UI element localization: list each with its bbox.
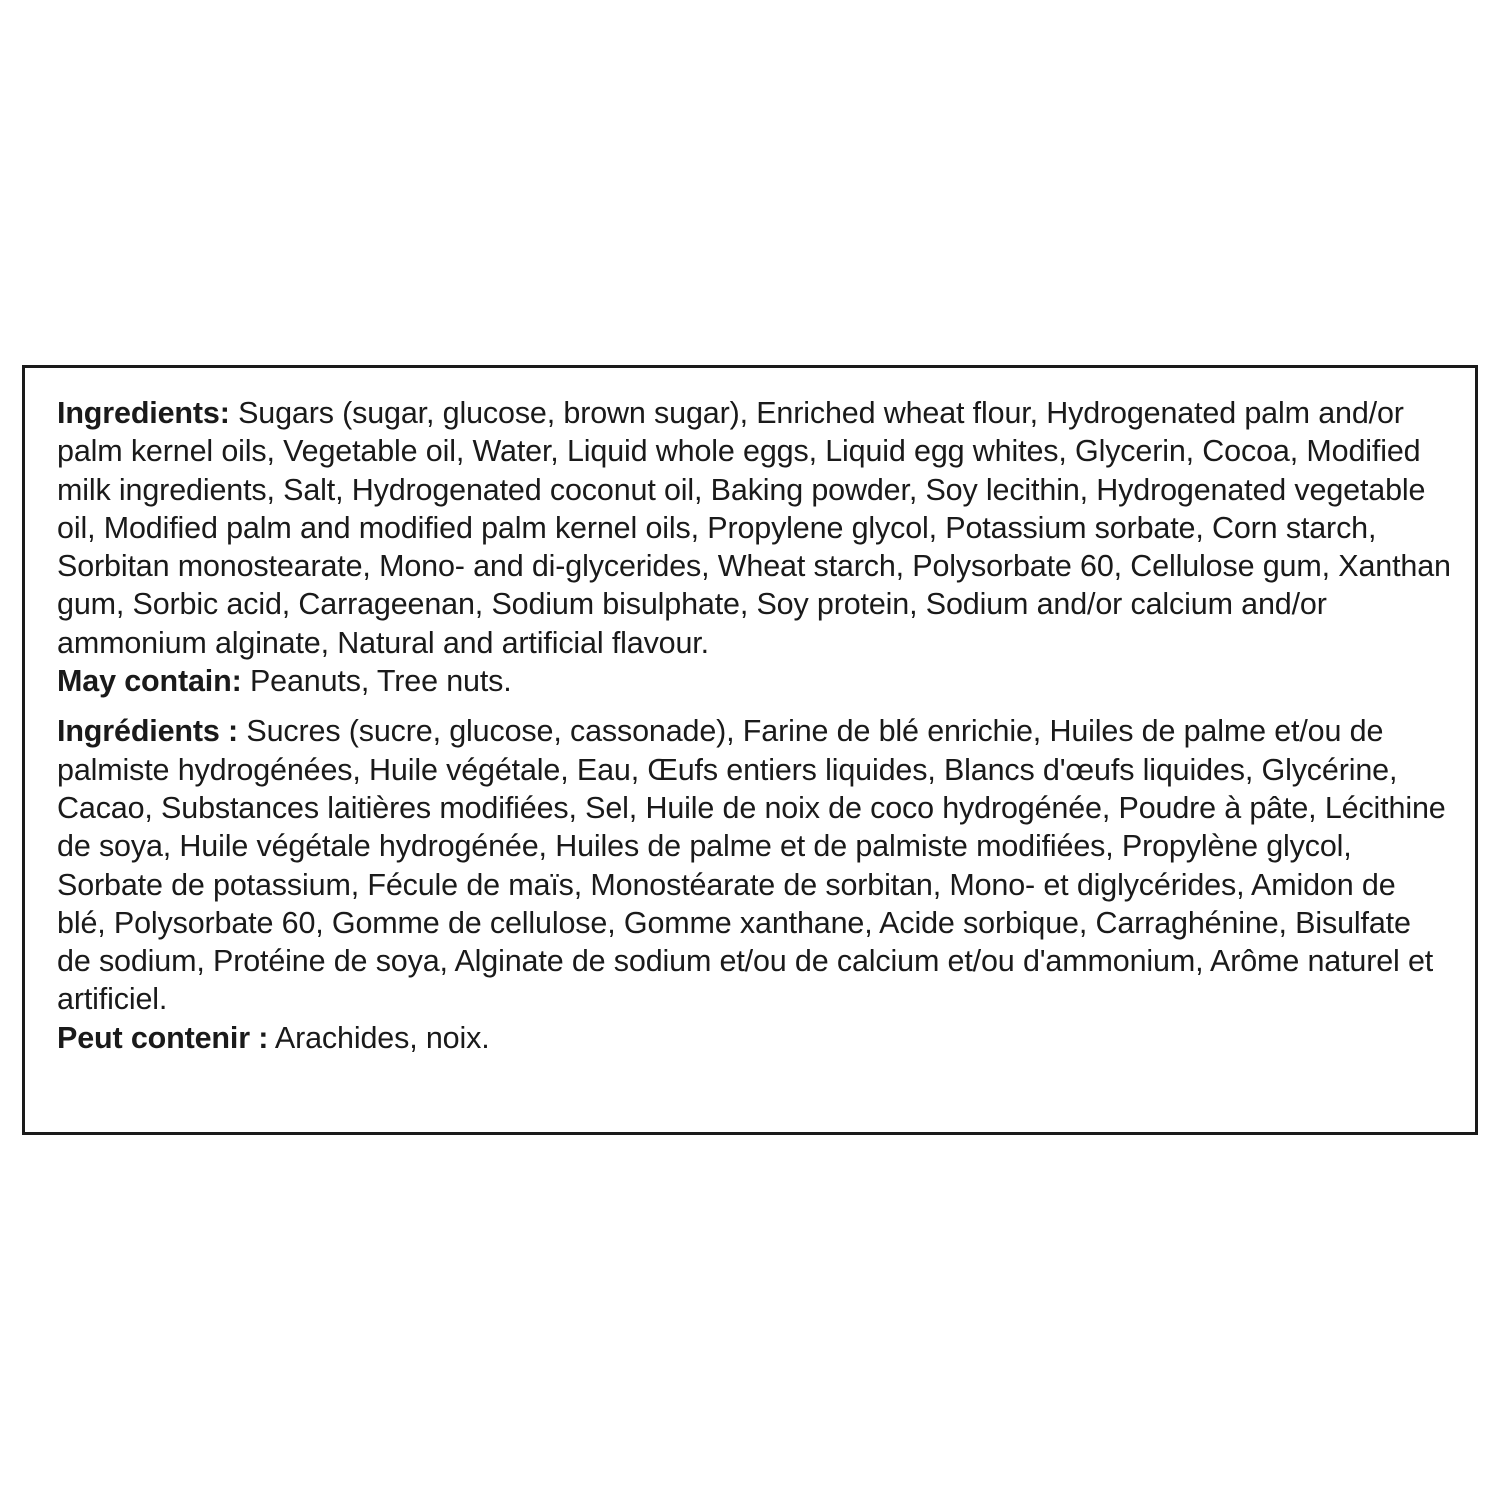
french-may-contain-paragraph (57, 1019, 1452, 1057)
english-may-contain-paragraph (57, 662, 1452, 700)
english-may-contain-heading: May contain: (57, 664, 242, 699)
french-may-contain-heading: Peut contenir : (57, 1020, 269, 1055)
english-may-contain-list: Peanuts, Tree nuts. (249, 664, 512, 699)
french-ingredients-list: Sucres (sucre, glucose, cassonade), Farine de blé enrichie, Huiles de palme et/ou de palmiste hydrogénées, Huile végétale, Eau, Œufs entiers liquides, Blancs d'œufs liquides, Glycérine, Cacao, Substances laitières modifiées, Sel, Huile de noix de coco hydrogénée, Poudre à pâte, Lécithine de soya, Huile végétale hydrogénée, Huiles de palme et de palmiste modifiées, Propylène glycol, Sorbate de potassium, Fécule de maïs, Monostéarate de sorbitan, Mono- et diglycérides, Amidon de blé, Polysorbate 60, Gomme de cellulose, Gomme xanthane, Acide sorbique, Carraghénine, Bisulfate de sodium, Protéine de soya, Alginate de sodium et/ou de calcium et/ou d'ammonium, Arôme naturel et artificiel. (57, 714, 1446, 1017)
english-ingredients-paragraph (57, 394, 1452, 662)
french-ingredients-paragraph (57, 712, 1452, 1018)
ingredients-label-box (22, 365, 1478, 1135)
french-ingredients-heading: Ingrédients : (57, 714, 239, 749)
ingredients-label-text (57, 394, 1452, 1057)
english-ingredients-heading: Ingredients: (57, 396, 230, 430)
english-ingredients-list: Sugars (sugar, glucose, brown sugar), Enriched wheat flour, Hydrogenated palm and/or palm kernel oils, Vegetable oil, Water, Liquid whole eggs, Liquid egg whites, Glycerin, Cocoa, Modified milk ingredients, Salt, Hydrogenated coconut oil, Baking powder, Soy lecithin, Hydrogenated vegetable oil, Modified palm and modified palm kernel oils, Propylene glycol, Potassium sorbate, Corn starch, Sorbitan monostearate, Mono- and di-glycerides, Wheat starch, Polysorbate 60, Cellulose gum, Xanthan gum, Sorbic acid, Carrageenan, Sodium bisulphate, Soy protein, Sodium and/or calcium and/or ammonium alginate, Natural and artificial flavour. (57, 396, 1451, 660)
french-may-contain-list: Arachides, noix. (274, 1020, 490, 1055)
